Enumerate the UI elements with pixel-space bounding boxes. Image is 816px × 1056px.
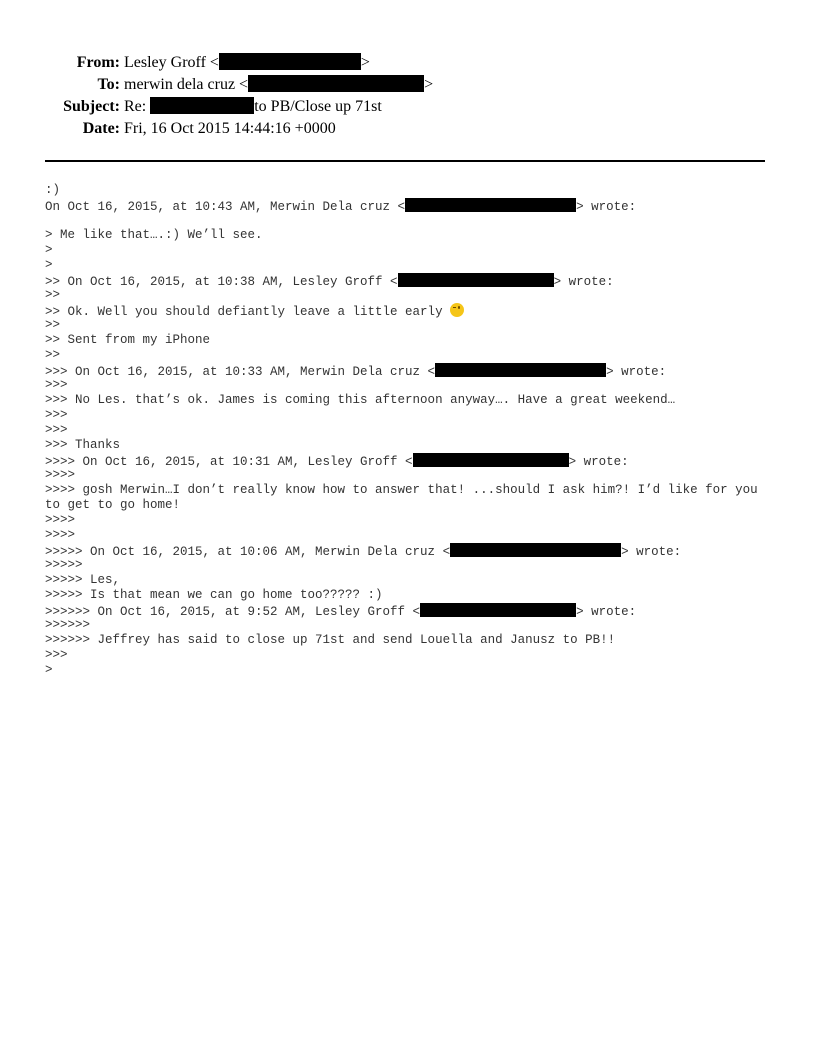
quote-header-line [45,363,770,378]
body-line: >>>>> Les, [45,573,121,587]
from-name: Lesley Groff < [124,54,219,71]
from-close: > [360,54,370,71]
header-divider [45,160,765,162]
body-line: >>>>>> Jeffrey has said to close up 71st and send Louella and Janusz to PB!! [45,633,616,647]
body-line: >>> Thanks [45,438,121,452]
redacted-email [413,453,569,467]
body-line: >> Sent from my iPhone [45,333,211,347]
to-name: merwin dela cruz < [124,76,249,93]
quote-header-end: > wrote: [621,545,682,559]
quote-header-end: > wrote: [553,275,614,289]
date-row [0,118,816,140]
body-line: >>>> [45,513,76,527]
winking-face-icon [450,303,464,317]
redacted-email [405,198,576,212]
body-line: >>>>> [45,558,83,572]
quote-header-end: > wrote: [568,455,629,469]
body-line: >>> [45,648,68,662]
body-line-with-emoji [45,303,770,318]
subject-prefix: Re: [124,98,151,115]
quote-header-line [45,273,770,288]
body-line: >>>>> Is that mean we can go home too????? :) [45,588,383,602]
redacted-email [398,273,554,287]
date-value: Fri, 16 Oct 2015 14:44:16 +0000 [124,120,336,137]
body-line: >>>> [45,468,76,482]
body-line: :) [45,183,61,197]
body-line: >>> No Les. that’s ok. James is coming this afternoon anyway…. Have a great weekend… [45,393,676,407]
from-value [124,52,370,74]
body-line: >> [45,318,61,332]
to-row [0,74,816,96]
quote-header-line [45,453,770,468]
quote-header-text: >>> On Oct 16, 2015, at 10:33 AM, Merwin Dela cruz < [45,365,436,379]
quote-header-text: >> On Oct 16, 2015, at 10:38 AM, Lesley Groff < [45,275,398,289]
redacted-subject-text [150,97,254,114]
subject-value [124,96,382,118]
to-close: > [424,76,434,93]
redacted-email [450,543,621,557]
quote-header-text: >>>>> On Oct 16, 2015, at 10:06 AM, Merwin Dela cruz < [45,545,451,559]
email-header [0,52,816,140]
to-value [124,74,433,96]
quote-header-text: >>>>>> On Oct 16, 2015, at 9:52 AM, Lesley Groff < [45,605,421,619]
quote-header-text: On Oct 16, 2015, at 10:43 AM, Merwin Dela cruz < [45,200,406,214]
redacted-email [420,603,576,617]
quote-header-line [45,603,770,618]
redacted-email [435,363,606,377]
body-line: >>> [45,423,68,437]
quote-header-end: > wrote: [606,365,667,379]
subject-suffix: to PB/Close up 71st [254,98,382,115]
quote-header-line [45,543,770,558]
body-line: > [45,243,53,257]
quote-header-end: > wrote: [576,605,637,619]
body-line: >>> [45,378,68,392]
body-line: > [45,258,53,272]
email-body [45,183,770,678]
subject-row [0,96,816,118]
body-line: >>>> gosh Merwin…I don’t really know how to answer that! ...should I ask him?! I’d like for you to get to go home! [45,483,758,512]
subject-label: Subject: [63,98,120,115]
body-text: >> Ok. Well you should defiantly leave a little early [45,305,451,319]
date-label: Date: [82,120,120,137]
from-label: From: [76,54,120,71]
body-line: >>>>>> [45,618,91,632]
to-label: To: [97,76,120,93]
blank-line [45,213,770,228]
quote-header-text: >>>> On Oct 16, 2015, at 10:31 AM, Lesley Groff < [45,455,413,469]
redacted-to-email [248,75,424,92]
quote-header-end: > wrote: [576,200,637,214]
body-line: > [45,663,53,677]
body-line: >> [45,348,61,362]
body-line: >>> [45,408,68,422]
quote-header-line [45,198,770,213]
body-line: > Me like that….:) We’ll see. [45,228,263,242]
redacted-from-email [219,53,361,70]
from-row [0,52,816,74]
body-line: >>>> [45,528,76,542]
body-line: >> [45,288,61,302]
